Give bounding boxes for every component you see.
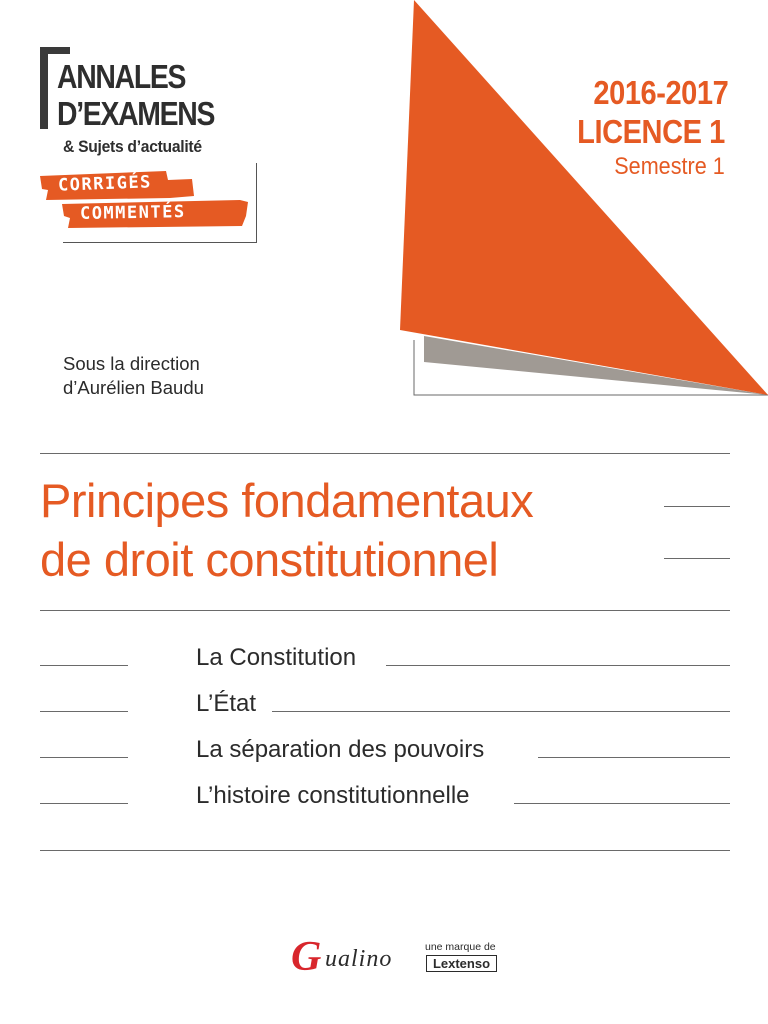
rule-topic-3-right xyxy=(538,757,730,758)
direction-line-2: d’Aurélien Baudu xyxy=(63,377,204,398)
licence-level: LICENCE 1 xyxy=(577,113,725,150)
rule-title-2 xyxy=(664,558,730,559)
series-box-border-bottom xyxy=(63,242,257,243)
book-title-line-2: de droit constitutionnel xyxy=(40,533,499,586)
series-box-border-right xyxy=(256,163,257,243)
series-bracket xyxy=(40,47,48,129)
topic-separation-pouvoirs: La séparation des pouvoirs xyxy=(196,736,485,763)
publisher-tagline: une marque de xyxy=(425,941,496,953)
series-subtitle: & Sujets d’actualité xyxy=(63,137,202,156)
rule-title-1 xyxy=(664,506,730,507)
rule-middle xyxy=(40,610,730,611)
series-title-line-1: ANNALES xyxy=(57,58,186,95)
academic-year: 2016-2017 xyxy=(593,74,728,111)
rule-topic-4-right xyxy=(514,803,730,804)
series-title-line-2: D’EXAMENS xyxy=(57,95,215,132)
direction-line-1: Sous la direction xyxy=(63,353,200,374)
rule-topic-4-left xyxy=(40,803,128,804)
topic-constitution: La Constitution xyxy=(196,644,357,671)
publisher-logo-initial: G xyxy=(291,934,322,980)
rule-topic-2-right xyxy=(272,711,730,712)
rule-topic-3-left xyxy=(40,757,128,758)
triangle-shape xyxy=(400,0,768,395)
book-title-line-1: Principes fondamentaux xyxy=(40,474,534,527)
tape-label-corriges: CORRIGÉS xyxy=(57,172,153,196)
publisher-brand-box: Lextenso xyxy=(426,955,497,972)
rule-top xyxy=(40,453,730,454)
topic-etat: L’État xyxy=(196,690,257,717)
tape-label-commentes: COMMENTÉS xyxy=(79,202,186,224)
rule-bottom xyxy=(40,850,730,851)
rule-topic-2-left xyxy=(40,711,128,712)
rule-topic-1-left xyxy=(40,665,128,666)
topic-histoire-constitutionnelle: L’histoire constitutionnelle xyxy=(196,782,470,809)
rule-topic-1-right xyxy=(386,665,730,666)
publisher-logo-name: ualino xyxy=(325,946,393,972)
semester: Semestre 1 xyxy=(614,153,725,180)
cover-triangle-graphic xyxy=(396,0,768,400)
